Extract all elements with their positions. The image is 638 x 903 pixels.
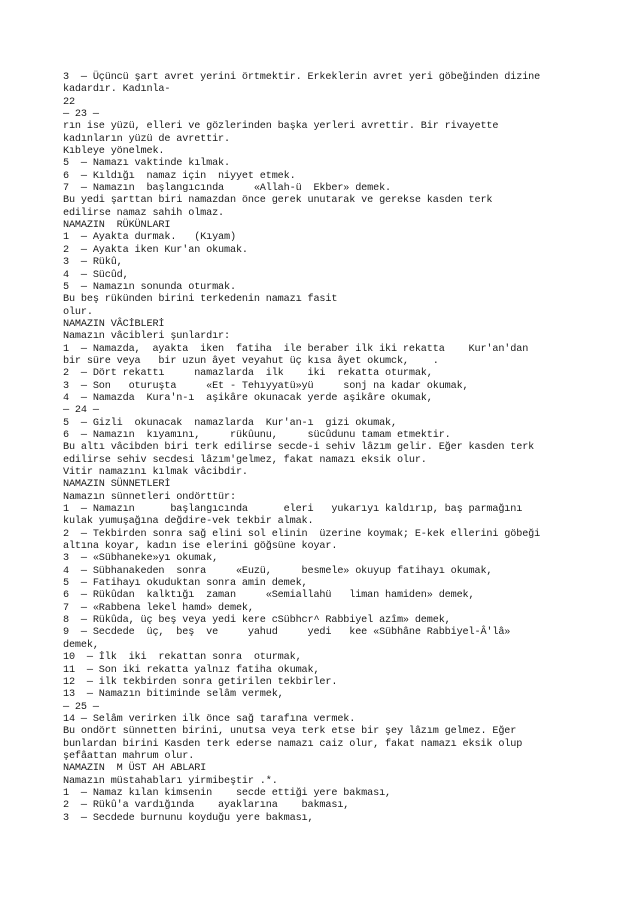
text-line: 6 — Kıldığı namaz için niyyet etmek. xyxy=(63,170,296,182)
text-line: Kıbleye yönelmek. xyxy=(63,146,165,158)
text-line: Namazın sünnetleri ondörttür: xyxy=(63,491,236,503)
text-line: 4 — Namazda Kura'n-ı aşikâre okunacak yerde aşikâre okumak, xyxy=(63,392,433,404)
text-line: 6 — Rükûdan kalktığı zaman «Semiallahü liman hamiden» demek, xyxy=(63,590,475,602)
text-line: 5 — Namazı vaktinde kılmak. xyxy=(63,158,230,170)
text-line: 3 — Son oturuşta «Et - Tehıyyatü»yü sonj na kadar okumak, xyxy=(63,380,469,392)
text-line: 1 — Namazda, ayakta iken fatiha ile beraber ilk iki rekatta Kur'an'dan xyxy=(63,343,529,355)
text-line: — 25 — xyxy=(63,701,99,713)
text-line: edilirse namaz sahih olmaz. xyxy=(63,207,225,219)
text-line: bunlardan birini Kasden terk ederse namazı caiz olur, fakat namazı eksik olup xyxy=(63,738,523,750)
text-line: 2 — Ayakta iken Kur'an okumak. xyxy=(63,244,248,256)
text-line: 2 — Rükû'a vardığında ayaklarına bakması, xyxy=(63,800,350,812)
text-line: olur. xyxy=(63,306,93,318)
text-line: 2 — Tekbirden sonra sağ elini sol elinin üzerine koymak; E-kek ellerini göbeği xyxy=(63,528,541,540)
text-line: kadardır. Kadınla- xyxy=(63,84,171,96)
text-line: 3 — Üçüncü şart avret yerini örtmektir. Erkeklerin avret yeri göbeğinden dizine xyxy=(63,72,541,83)
text-line: Bu ondört sünnetten birini, unutsa veya terk etse bir şey lâzım gelmez. Eğer xyxy=(63,726,517,738)
text-line: Vitir namazını kılmak vâcibdir. xyxy=(63,467,248,478)
text-line: kadınların yüzü de avrettir. xyxy=(63,133,230,145)
text-line: NAMAZIN SÜNNETLERİ xyxy=(63,479,171,491)
text-line: 1 — Namaz kılan kimsenin secde ettiği yere bakması, xyxy=(63,787,391,799)
text-line: 6 — Namazın kıyamını, rükûunu, sücûdunu tamam etmektir. xyxy=(63,429,451,441)
text-line: 12 — ilk tekbirden sonra getirilen tekbirler. xyxy=(63,676,338,688)
text-line: altına koyar, kadın ise elerini göğsüne koyar. xyxy=(63,541,338,553)
text-line: NAMAZIN M ÜST AH ABLARI xyxy=(63,763,207,775)
text-line: şefâattan mahrum olur. xyxy=(63,750,195,762)
text-line: Namazın müstahabları yirmibeştir .*. xyxy=(63,775,278,787)
text-line: 4 — Sücûd, xyxy=(63,269,129,281)
text-line: NAMAZIN RÜKÜNLARI xyxy=(63,220,171,232)
text-line: 7 — «Rabbena lekel hamd» demek, xyxy=(63,602,254,614)
text-line: rın ise yüzü, elleri ve gözlerinden başka yerleri avrettir. Bir rivayette xyxy=(63,121,499,133)
text-line: Bu altı vâcibden biri terk edilirse secde-i sehiv lâzım gelir. Eğer kasden terk xyxy=(63,442,535,454)
text-line: Bu yedi şarttan biri namazdan önce gerek unutarak ve gerekse kasden terk xyxy=(63,195,493,207)
text-line: demek, xyxy=(63,639,99,651)
text-line: 9 — Secdede üç, beş ve yahud yedi kee «Sübhâne Rabbiyel-Â'lâ» xyxy=(63,627,511,639)
document-page xyxy=(63,72,583,825)
text-line: 11 — Son iki rekatta yalnız fatiha okumak, xyxy=(63,664,320,676)
text-line: NAMAZIN VÂCİBLERİ xyxy=(63,318,165,330)
text-line: 2 — Dört rekattı namazlarda ilk iki rekatta oturmak, xyxy=(63,368,433,380)
text-line: Bu beş rükünden birini terkedenin namazı fasit xyxy=(63,294,338,306)
text-line: edilirse sehiv secdesi lâzım'gelmez, fakat namazı eksik olur. xyxy=(63,454,427,466)
text-line: 5 — Gizli okunacak namazlarda Kur'an-ı gizi okumak, xyxy=(63,417,397,429)
text-line: — 24 — xyxy=(63,405,99,417)
text-line: 7 — Namazın başlangıcında «Allah-ü Ekber» demek. xyxy=(63,183,391,195)
text-line: 13 — Namazın bitiminde selâm vermek, xyxy=(63,689,284,701)
text-line: 8 — Rükûda, üç beş veya yedi kere cSübhcr^ Rabbiyel azîm» demek, xyxy=(63,615,451,627)
text-line: bir süre veya bir uzun âyet veyahut üç kısa âyet okumck, . xyxy=(63,355,439,367)
text-line: 14 — Selâm verirken ilk önce sağ tarafına vermek. xyxy=(63,713,356,725)
text-line: 3 — Rükû, xyxy=(63,257,123,269)
text-line: 3 — «Sübhaneke»yı okumak, xyxy=(63,553,219,565)
text-line: 22 xyxy=(63,96,75,108)
text-line: 1 — Namazın başlangıcında eleri yukarıyı kaldırıp, baş parmağını xyxy=(63,504,523,516)
text-line: 5 — Namazın sonunda oturmak. xyxy=(63,281,236,293)
text-line: — 23 — xyxy=(63,109,99,121)
text-line: 1 — Ayakta durmak. (Kıyam) xyxy=(63,232,236,244)
text-line: 5 — Fatihayı okuduktan sonra amin demek, xyxy=(63,578,308,590)
text-line: 4 — Sübhanakeden sonra «Euzü, besmele» okuyup fatihayı okumak, xyxy=(63,565,493,577)
text-line: 10 — İlk iki rekattan sonra oturmak, xyxy=(63,652,302,664)
text-line: Namazın vâcibleri şunlardır: xyxy=(63,331,230,343)
text-line: kulak yumuşağına değdire-vek tekbir almak. xyxy=(63,516,314,528)
text-line: 3 — Secdede burnunu koyduğu yere bakması, xyxy=(63,812,314,824)
